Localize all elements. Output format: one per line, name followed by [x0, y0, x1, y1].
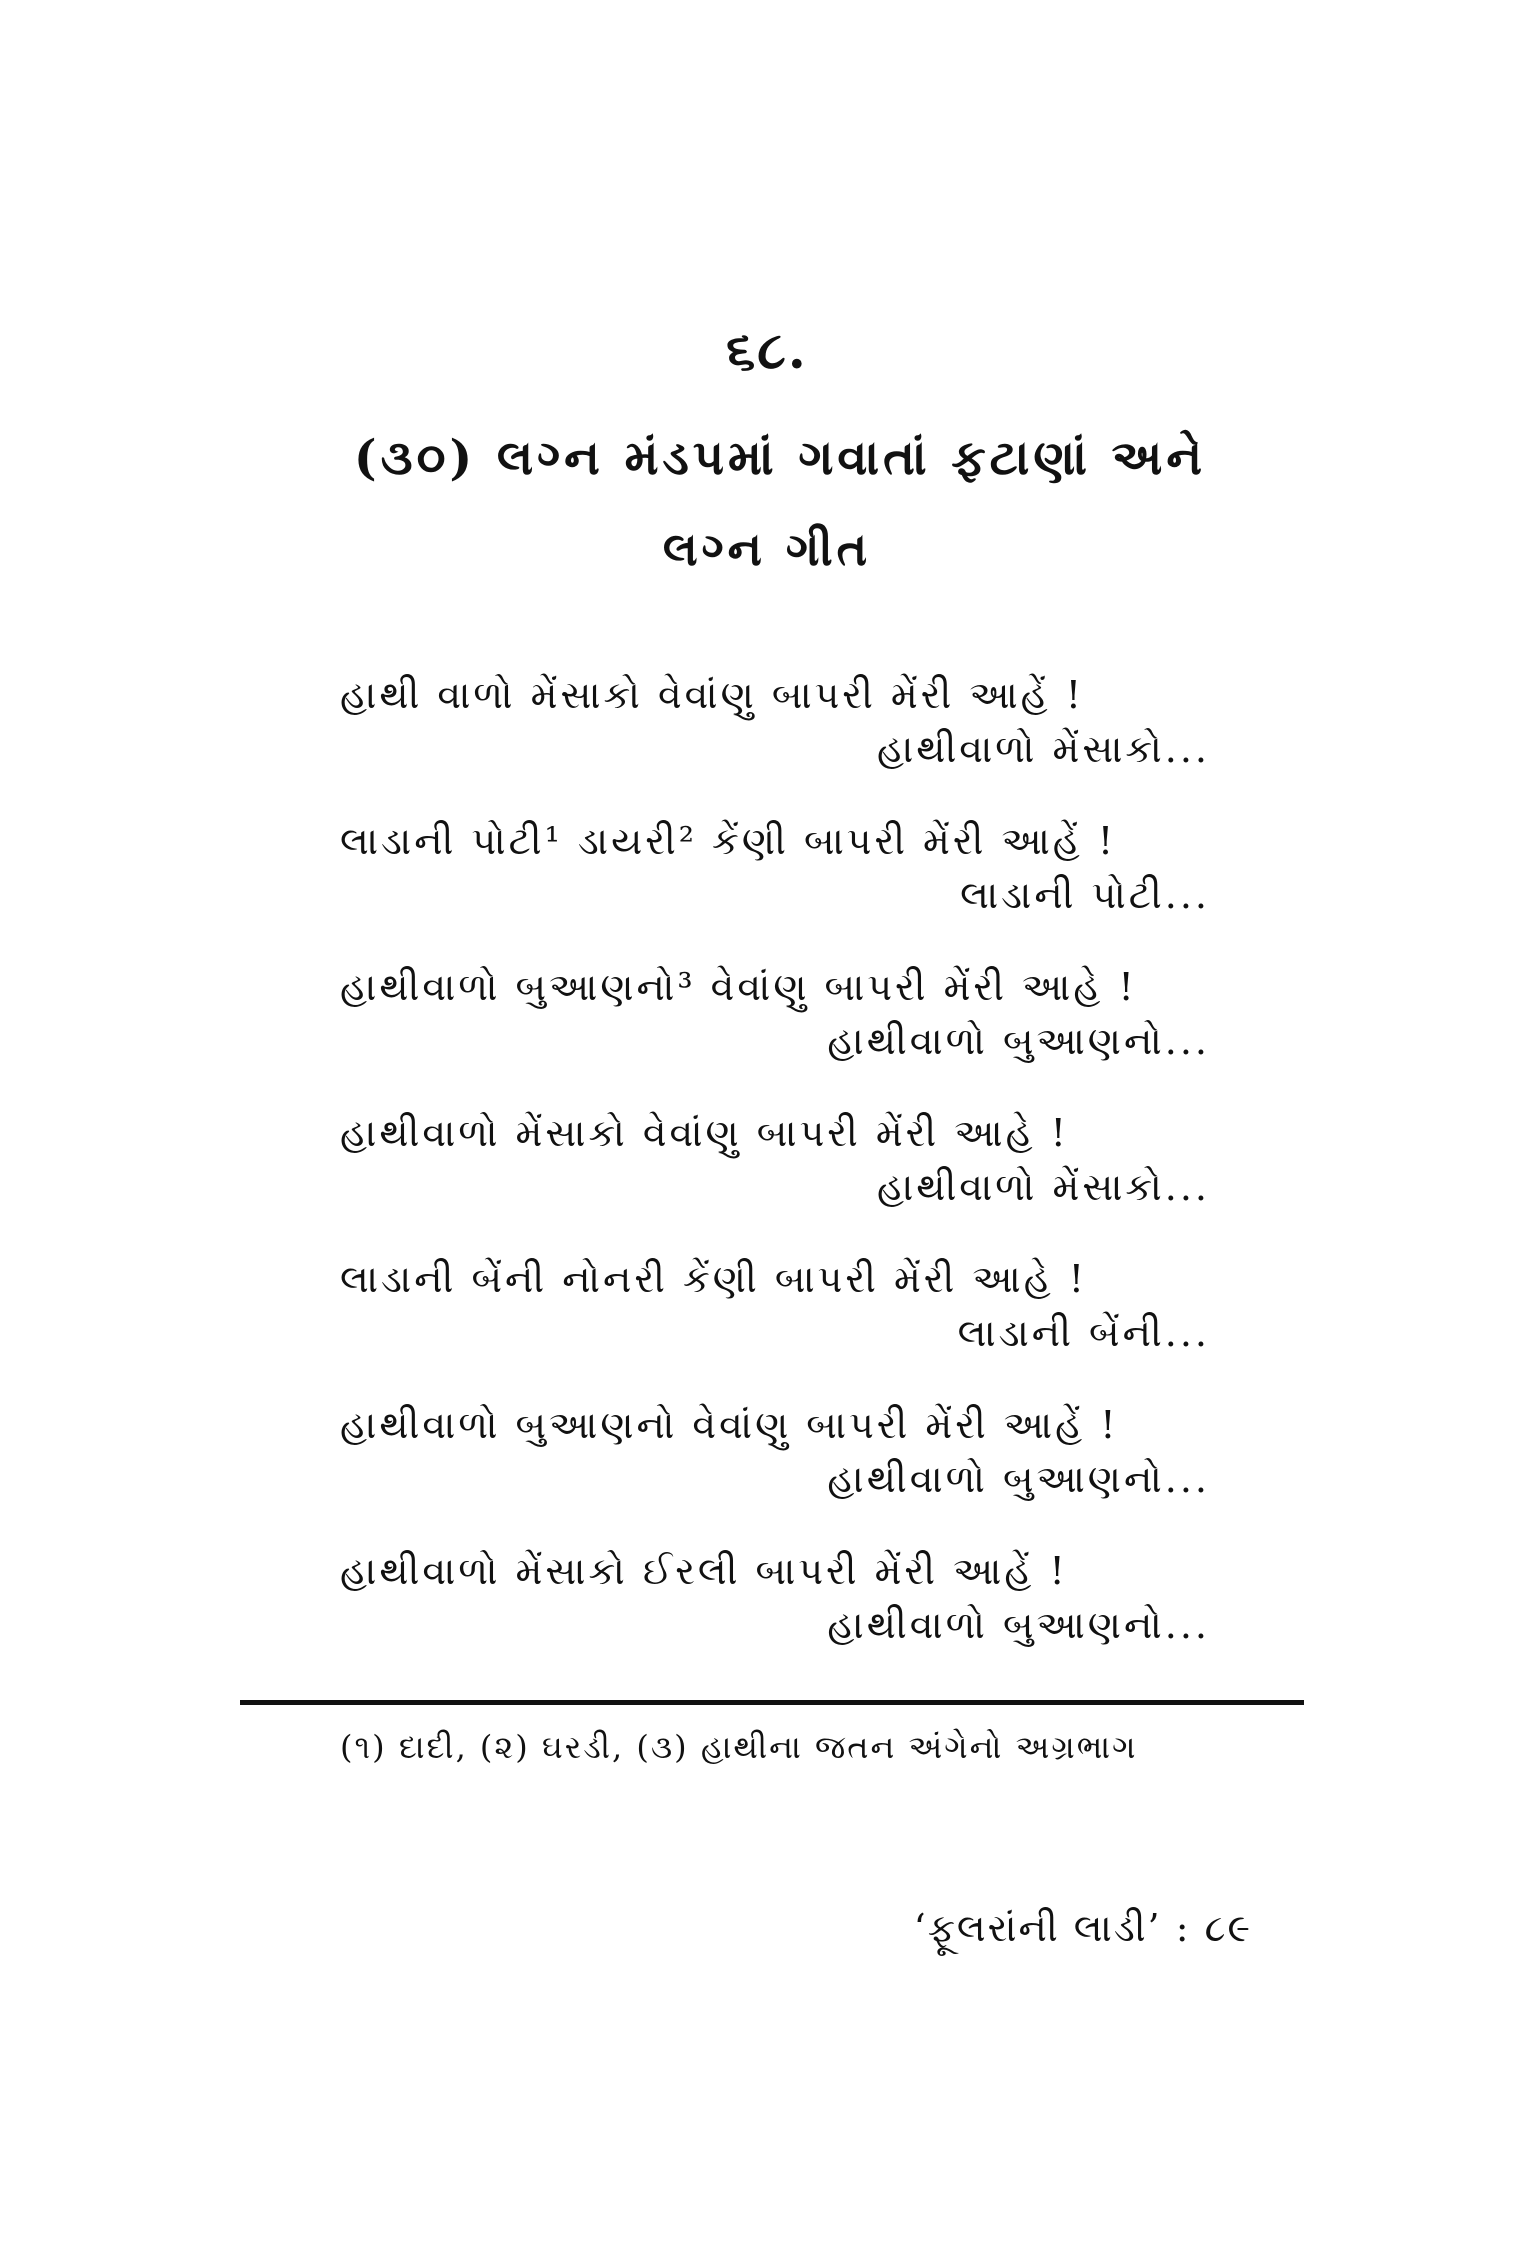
verse-refrain: હાથીવાળો મેંસાકો... [876, 727, 1210, 771]
verse-refrain: હાથીવાળો મેંસાકો... [876, 1165, 1210, 1209]
verse-refrain: લાડાની બેંની... [957, 1311, 1210, 1355]
verse-line: હાથીવાળો બુઆણનો³ વેવાંણુ બાપરી મેંરી આહે ! [340, 965, 1137, 1009]
song-verses [340, 668, 1210, 1690]
verse [340, 1252, 1210, 1398]
verse [340, 814, 1210, 960]
verse [340, 1544, 1210, 1690]
verse-line: હાથીવાળો મેંસાકો ઈરલી બાપરી મેંરી આહેં ! [340, 1549, 1068, 1593]
verse-line: હાથીવાળો બુઆણનો વેવાંણુ બાપરી મેંરી આહેં ! [340, 1403, 1119, 1447]
verse-refrain: હાથીવાળો બુઆણનો... [827, 1019, 1210, 1063]
footnotes: (૧) દાદી, (૨) ઘરડી, (૩) હાથીના જતન અંગેનો અગ્રભાગ [340, 1728, 1138, 1766]
verse-refrain: હાથીવાળો બુઆણનો... [827, 1603, 1210, 1647]
page-number: ૬૮. [726, 320, 808, 381]
verse [340, 668, 1210, 814]
verse-refrain: લાડાની પોટી... [960, 873, 1210, 917]
verse-line: લાડાની બેંની નોનરી કેંણી બાપરી મેંરી આહે ! [340, 1257, 1088, 1301]
verse-refrain: હાથીવાળો બુઆણનો... [827, 1457, 1210, 1501]
footnote-divider [240, 1700, 1304, 1705]
verse-line: હાથી વાળો મેંસાકો વેવાંણુ બાપરી મેંરી આહેં ! [340, 673, 1085, 717]
verse-line: લાડાની પોટી¹ ડાયરી² કેંણી બાપરી મેંરી આહેં ! [340, 819, 1117, 863]
verse [340, 960, 1210, 1106]
section-subtitle: લગ્ન ગીત [662, 522, 872, 576]
verse-line: હાથીવાળો મેંસાકો વેવાંણુ બાપરી મેંરી આહે ! [340, 1111, 1069, 1155]
verse [340, 1398, 1210, 1544]
verse [340, 1106, 1210, 1252]
running-footer: ‘ફૂલરાંની લાડી’ : ૮૯ [913, 1906, 1252, 1950]
section-title: (૩૦) લગ્ન મંડપમાં ગવાતાં ફટાણાં અને [353, 430, 1207, 486]
